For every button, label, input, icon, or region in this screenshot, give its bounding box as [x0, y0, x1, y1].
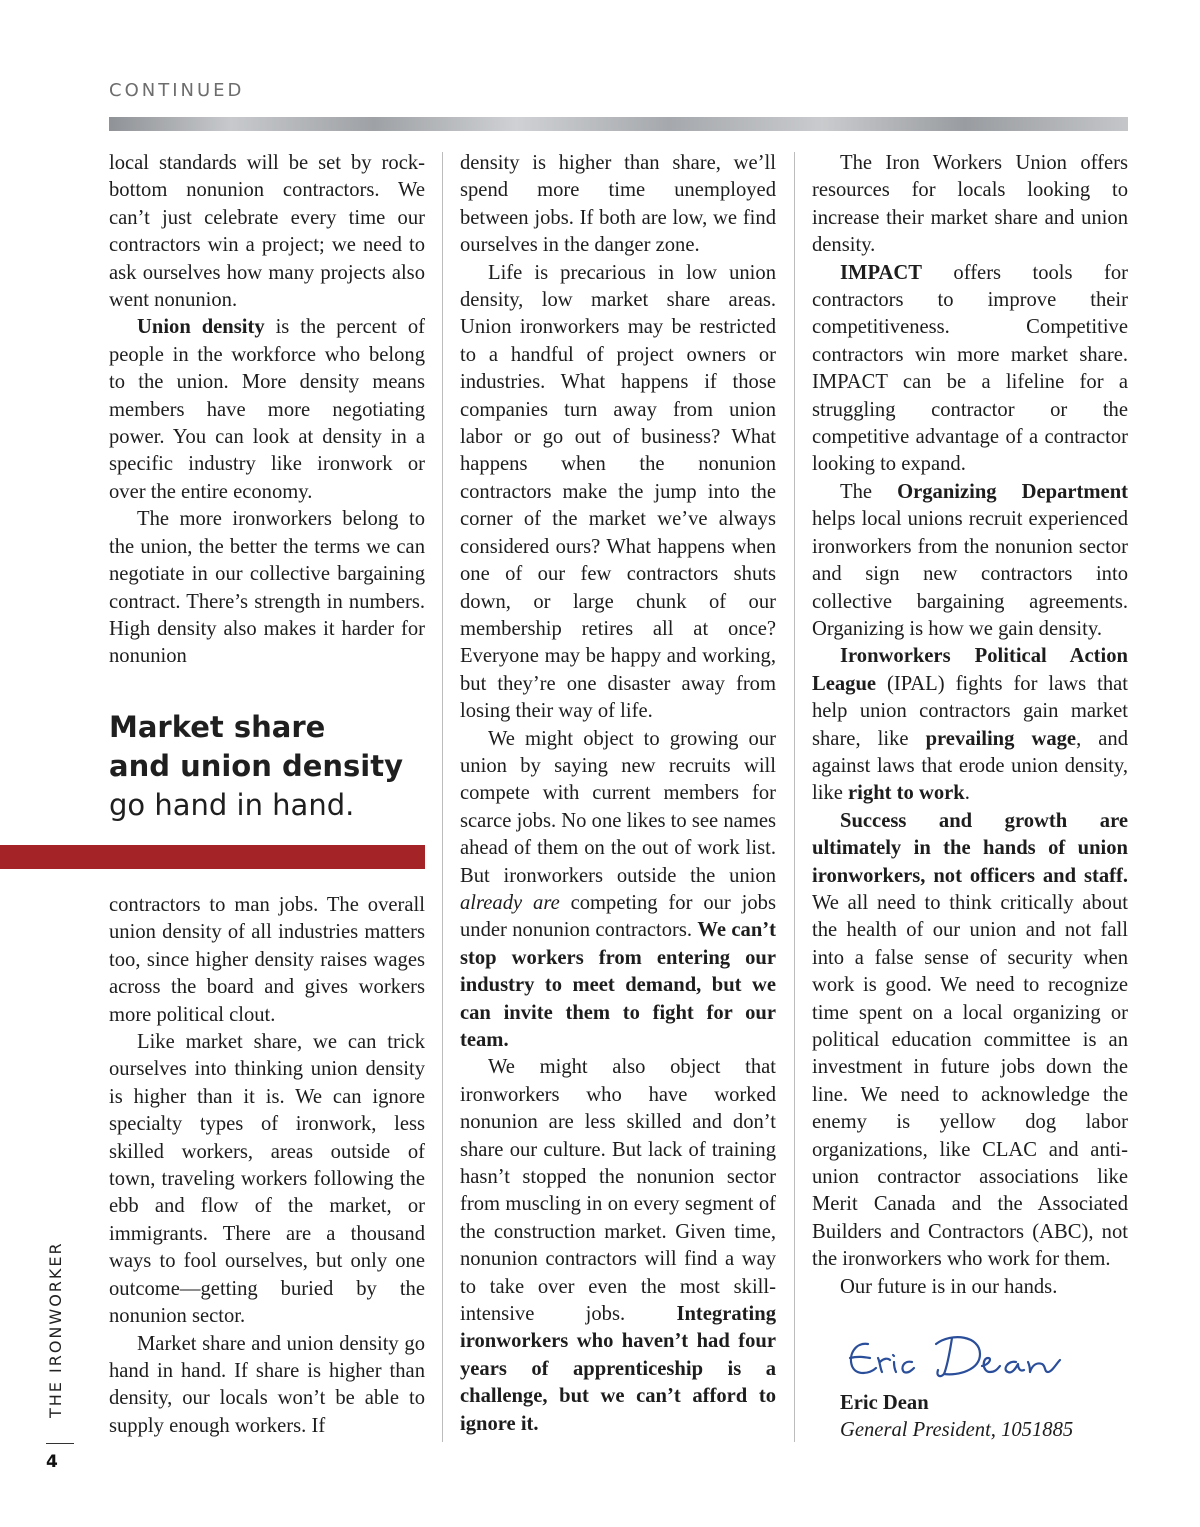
pull-quote-line: and union density [109, 749, 404, 783]
column-divider [442, 152, 443, 1442]
paragraph: Life is precarious in low union density, low market share areas. Union ironworkers may be restricted to a handful of project owners or industries. What happens if those companies turn away from union labor or go out of business? What happens when the nonunion contractors make the jump into the corner of the market we’ve always considered ours? What happens when one of our few contractors shuts down, or large chunk of our membership retires all at once? Everyone may be happy and working, but they’re one disaster away from losing their way of life. [460, 261, 776, 723]
term-ipal: Ironworkers Political Action League [812, 645, 1128, 695]
header-rule [109, 117, 1128, 131]
paragraph: local standards will be set by rock-bottom nonunion contractors. We can’t just celebrate every time our contractors win a project; we need to ask ourselves how many projects also went nonunion. [109, 152, 425, 312]
pull-quote-line: Market share [109, 710, 326, 744]
term-right-to-work: right to work [848, 782, 965, 805]
term-organizing-department: Organizing Department [897, 480, 1129, 503]
bold-statement: Integrating ironworkers who haven’t had four years of apprenticeship is a challenge, but we can’t afford to ignore it. [460, 1303, 776, 1435]
paragraph: contractors to man jobs. The overall union density of all industries matters too, since higher density raises wages across the board and gives workers more political clout. [109, 894, 425, 1026]
term-impact: IMPACT [840, 261, 922, 284]
paragraph-text: We might also object that ironworkers who have worked nonunion are less skilled and don’t share our culture. But lack of training hasn’t stopped the nonunion sector from muscling in on every segment of the construction market. Given time, nonunion contractors will find a way to take over even the most skill-intensive jobs. [460, 1056, 776, 1326]
column-3 [812, 150, 1128, 1301]
paragraph [812, 479, 1128, 643]
paragraph-text: competing for our jobs under nonunion contractors. [460, 891, 776, 942]
column-2 [460, 150, 776, 1438]
paragraph: Like market share, we can trick ourselves into thinking union density is higher than it is. We can ignore specialty types of ironwork, less skilled workers, areas outside of town, traveling workers following the ebb and flow of the market, or immigrants. There are a thousand ways to fool ourselves, but only one outcome—getting buried by the nonunion sector. [109, 1031, 425, 1328]
signature-block [840, 1390, 1140, 1445]
magazine-title: THE IRONWORKER [46, 1241, 65, 1418]
paragraph: density is higher than share, we’ll spend more time unemployed between jobs. If both are low, we find ourselves in the danger zone. [460, 152, 776, 257]
paragraph-text: We might object to growing our union by saying new recruits will compete with current members for scarce jobs. No one likes to see names ahead of them on the out of work list. But ironworkers outside the union [460, 727, 776, 887]
paragraph-text: . [964, 782, 970, 805]
paragraph [109, 314, 425, 506]
footer-rule [46, 1443, 74, 1444]
paragraph-text: , and against laws that erode union density, like [812, 727, 1128, 805]
accent-red-bar [0, 845, 425, 869]
page-number: 4 [46, 1452, 58, 1472]
paragraph [460, 1054, 776, 1438]
pull-quote-line: go hand in hand. [109, 788, 355, 822]
column-1-bottom [109, 892, 425, 1440]
handwritten-signature [840, 1328, 1075, 1386]
signer-name: Eric Dean [840, 1392, 929, 1414]
emphasis: already are [460, 891, 560, 914]
bold-statement: Success and growth are ultimately in the hands of union ironworkers, not officers and staff. [812, 809, 1128, 887]
paragraph [812, 260, 1128, 479]
paragraph-text: helps local unions recruit experienced ironworkers from the nonunion sector and sign new contractors into collective bargaining agreements. Organizing is how we gain density. [812, 508, 1128, 640]
paragraph-text: offers tools for contractors to improve their competitiveness. Competitive contractors win more market share. IMPACT can be a lifeline for a struggling contractor or the competitive advantage of a contractor looking to expand. [812, 261, 1128, 476]
bold-statement: We can’t stop workers from entering our industry to meet demand, but we can invite them to fight for our team. [460, 919, 776, 1051]
paragraph: The Iron Workers Union offers resources for locals looking to increase their market share and union density. [812, 152, 1128, 257]
paragraph-text: is the percent of people in the workforce who belong to the union. More density means members have more negotiating power. You can look at density in a specific industry like ironwork or over the entire economy. [109, 316, 425, 503]
closing-line: Our future is in our hands. [840, 1275, 1058, 1298]
paragraph [812, 643, 1128, 807]
paragraph [460, 726, 776, 1055]
paragraph: The more ironworkers belong to the union, the better the terms we can negotiate in our collective bargaining contract. There’s strength in numbers. High density also makes it harder for nonunion [109, 508, 425, 668]
pull-quote [109, 708, 429, 825]
column-divider [794, 152, 795, 1442]
paragraph-text: We all need to think critically about the health of our union and not fall into a false sense of security when work is good. We need to recognize time spent on a local organizing or political education committee is an investment in future jobs down the line. We need to acknowledge the enemy is yellow dog labor organizations, like CLAC and anti-union contractor associations like Merit Canada and the Associated Builders and Contractors (ABC), not the ironworkers who work for them. [812, 891, 1128, 1271]
paragraph-text: (IPAL) fights for laws that help union contractors gain market share, like [812, 672, 1128, 750]
term-union-density: Union density [137, 316, 265, 339]
signer-title: General President, 1051885 [840, 1419, 1074, 1442]
section-label: CONTINUED [109, 80, 245, 101]
column-1-top [109, 150, 425, 671]
paragraph: Market share and union density go hand in hand. If share is higher than density, our locals won’t be able to supply enough workers. If [109, 1332, 425, 1437]
paragraph-text: The [840, 480, 898, 503]
paragraph [812, 808, 1128, 1274]
term-prevailing-wage: prevailing wage [925, 727, 1077, 750]
